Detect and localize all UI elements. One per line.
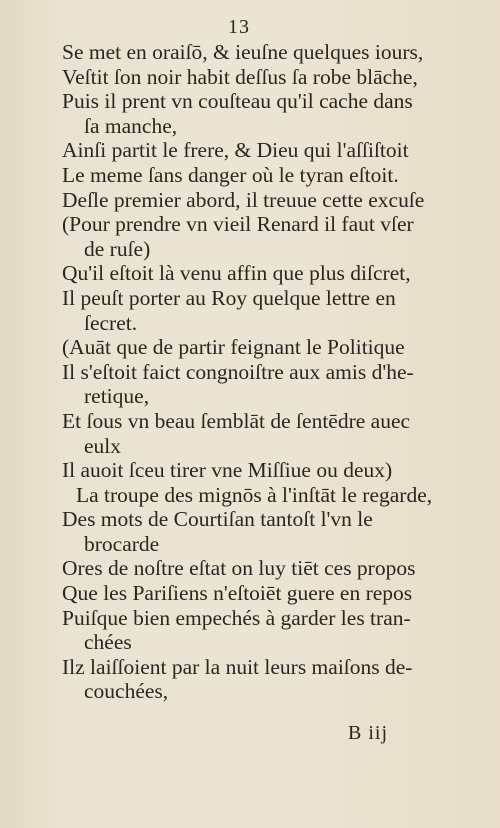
- verse-line: Ores de noſtre eſtat on luy tiēt ces propos: [62, 556, 416, 581]
- page-number: 13: [228, 16, 250, 38]
- verse-runover-line: retique,: [84, 384, 150, 409]
- verse-line: Ilz laiſſoient par la nuit leurs maiſons de-: [62, 654, 413, 679]
- verse-line: Des mots de Courtiſan tantoſt l'vn le: [62, 507, 373, 532]
- verse-line: Et ſous vn beau ſemblāt de ſentēdre auec: [62, 408, 411, 433]
- signature-mark: B iij: [348, 722, 389, 744]
- verse-runover-line: de ruſe): [84, 236, 151, 261]
- verse-line: (Auāt que de partir feignant le Politique: [62, 335, 405, 360]
- verse-line: Se met en oraiſō, & ieuſne quelques iours,: [62, 40, 424, 64]
- verse-line: Il peuſt porter au Roy quelque lettre en: [62, 285, 396, 310]
- verse-runover-line: chées: [84, 630, 132, 655]
- verse-line: Il s'eſtoit faict congnoiſtre aux amis d'he-: [62, 359, 414, 384]
- verse-line: (Pour prendre vn vieil Renard il faut vſer: [62, 212, 414, 237]
- verse-line: Deſle premier abord, il treuue cette excuſe: [62, 187, 425, 212]
- verse-line: Que les Pariſiens n'eſtoiēt guere en repos: [62, 581, 413, 606]
- verse-line: Puiſque bien empechés à garder les tran-: [62, 605, 411, 630]
- verse-line: La troupe des mignōs à l'inſtāt le regarde,: [76, 482, 433, 507]
- verse-block: [62, 40, 462, 704]
- verse-runover-line: couchées,: [84, 679, 169, 704]
- verse-line: Ainſi partit le frere, & Dieu qui l'aſſiſtoit: [62, 138, 409, 163]
- verse-line: Il auoit ſceu tirer vne Miſſiue ou deux): [62, 458, 393, 483]
- verse-line: Qu'il eſtoit là venu affin que plus diſcret,: [62, 261, 411, 286]
- verse-runover-line: brocarde: [84, 531, 160, 556]
- verse-runover-line: eulx: [84, 433, 122, 458]
- verse-runover-line: ſa manche,: [84, 113, 178, 138]
- verse-line: Puis il prent vn couſteau qu'il cache dans: [62, 89, 413, 114]
- verse-runover-line: ſecret.: [84, 310, 138, 335]
- verse-line: Veſtit ſon noir habit deſſus ſa robe blāche,: [62, 64, 418, 89]
- verse-line: Le meme ſans danger où le tyran eſtoit.: [62, 162, 399, 187]
